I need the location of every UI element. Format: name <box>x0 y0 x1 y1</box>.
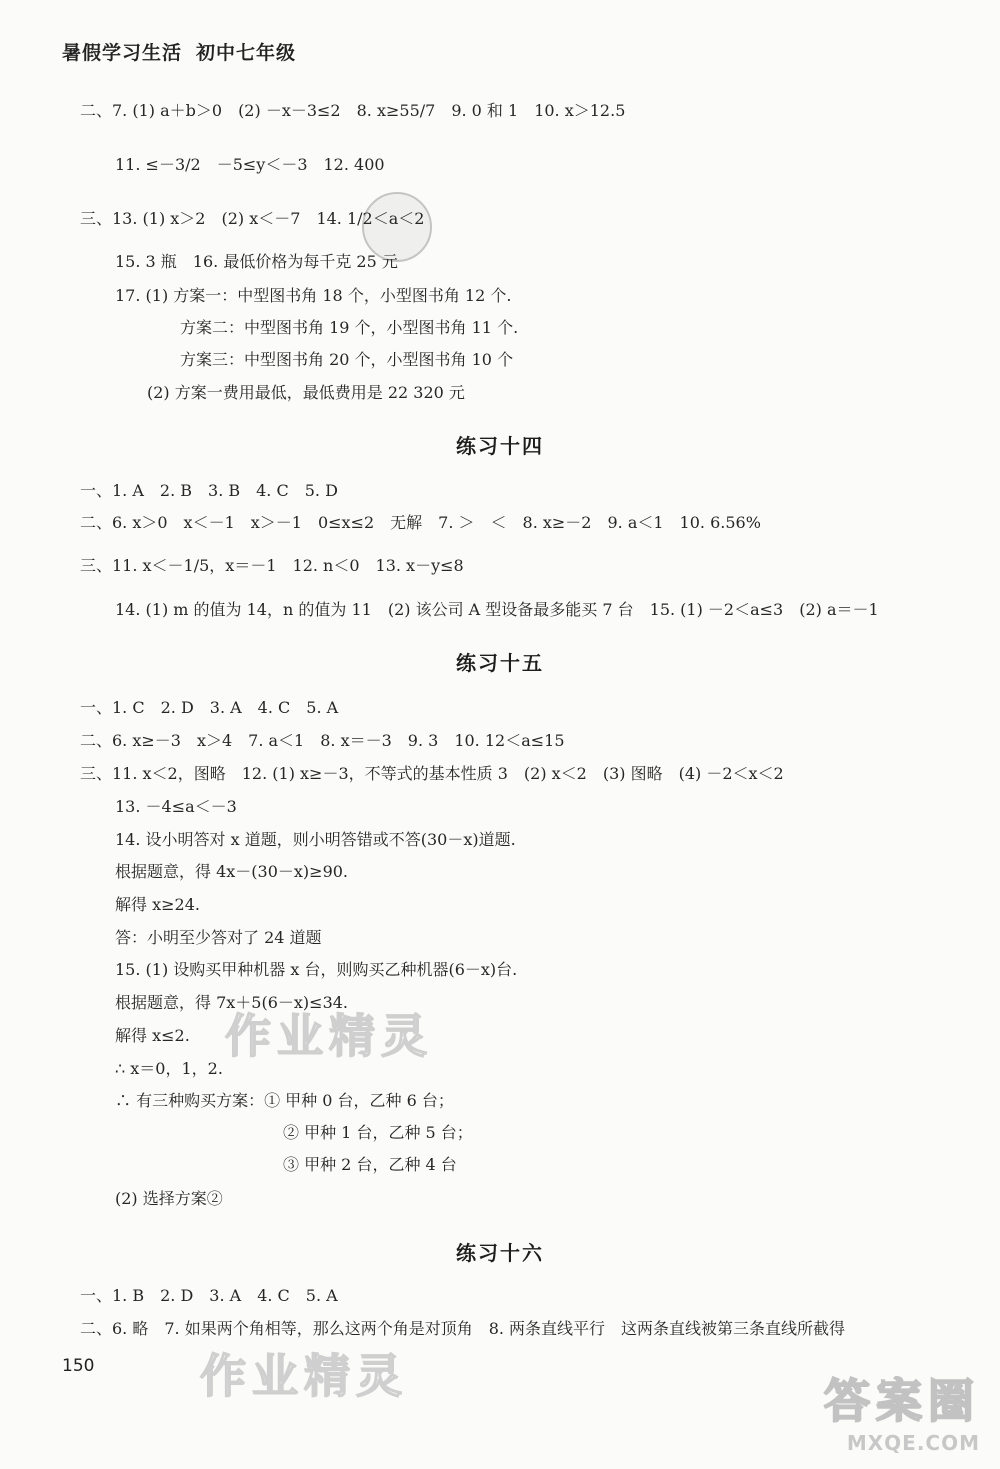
answer-line: 13. －4≤a＜－3 <box>115 797 237 816</box>
answer-line: 二、7. (1) a＋b＞0 (2) －x－3≤2 8. x≥55/7 9. 0 和 1 10. x＞12.5 <box>80 101 626 120</box>
corner-watermark-url: MXQE.COM <box>846 1431 980 1455</box>
answer-line: 解得 x≥24. <box>115 895 200 914</box>
answer-line: ③ 甲种 2 台，乙种 4 台 <box>283 1155 457 1174</box>
grade-label: 初中七年级 <box>196 42 297 64</box>
answer-line: ∴ x＝0，1，2. <box>115 1059 223 1078</box>
answer-line: 一、1. B 2. D 3. A 4. C 5. A <box>80 1286 338 1305</box>
answer-line: 根据题意，得 7x＋5(6－x)≤34. <box>115 993 349 1012</box>
answer-line: (2) 方案一费用最低，最低费用是 22 320 元 <box>147 383 465 402</box>
section-heading-15: 练习十五 <box>456 651 544 675</box>
book-title: 暑假学习生活 <box>62 42 183 64</box>
watermark-bottom: 作业精灵 <box>200 1349 408 1403</box>
running-header <box>62 38 296 65</box>
answer-line: 方案二：中型图书角 19 个，小型图书角 11 个. <box>180 318 519 337</box>
answer-line: 三、11. x＜2，图略 12. (1) x≥－3，不等式的基本性质 3 (2) x＜2 (3) 图略 (4) －2＜x＜2 <box>80 764 784 783</box>
section-heading-16: 练习十六 <box>456 1241 544 1265</box>
answer-line: 二、6. x≥－3 x＞4 7. a＜1 8. x＝－3 9. 3 10. 12＜a≤15 <box>80 731 565 750</box>
answer-line: 根据题意，得 4x－(30－x)≥90. <box>115 862 349 881</box>
answer-line: 15. (1) 设购买甲种机器 x 台，则购买乙种机器(6－x)台. <box>115 960 518 979</box>
answer-line: 14. (1) m 的值为 14，n 的值为 11 (2) 该公司 A 型设备最多能买 7 台 15. (1) －2＜a≤3 (2) a＝－1 <box>115 600 879 619</box>
answer-line: 答：小明至少答对了 24 道题 <box>115 928 322 947</box>
answer-line: 一、1. A 2. B 3. B 4. C 5. D <box>80 481 338 500</box>
corner-watermark <box>824 1365 980 1455</box>
answer-line: 二、6. 略 7. 如果两个角相等，那么这两个角是对顶角 8. 两条直线平行 这两条直线被第三条直线所截得 <box>80 1319 846 1338</box>
answer-line: 解得 x≤2. <box>115 1026 190 1045</box>
answer-line: 三、13. (1) x＞2 (2) x＜－7 14. 1/2＜a＜2 <box>80 209 425 228</box>
page-number: 150 <box>62 1356 95 1376</box>
answer-line: 二、6. x＞0 x＜－1 x＞－1 0≤x≤2 无解 7. ＞ ＜ 8. x≥－2 9. a＜1 10. 6.56% <box>80 513 761 532</box>
answer-line: 三、11. x＜－1/5，x＝－1 12. n＜0 13. x－y≤8 <box>80 556 464 575</box>
answer-line: 方案三：中型图书角 20 个，小型图书角 10 个 <box>180 350 514 369</box>
answer-line: ∴ 有三种购买方案：① 甲种 0 台，乙种 6 台； <box>115 1091 454 1110</box>
answer-line: 14. 设小明答对 x 道题，则小明答错或不答(30－x)道题. <box>115 830 516 849</box>
section-heading-14: 练习十四 <box>456 434 544 458</box>
answer-line: (2) 选择方案② <box>115 1189 223 1208</box>
answer-line: 11. ≤－3/2 －5≤y＜－3 12. 400 <box>115 155 385 174</box>
watermark-mid: 作业精灵 <box>225 1009 433 1063</box>
answer-line: 15. 3 瓶 16. 最低价格为每千克 25 元 <box>115 252 398 271</box>
answer-line: 一、1. C 2. D 3. A 4. C 5. A <box>80 698 339 717</box>
answer-line: 17. (1) 方案一：中型图书角 18 个，小型图书角 12 个. <box>115 286 512 305</box>
corner-watermark-logo: 答案圈 <box>824 1374 980 1428</box>
answer-line: ② 甲种 1 台，乙种 5 台； <box>283 1123 473 1142</box>
